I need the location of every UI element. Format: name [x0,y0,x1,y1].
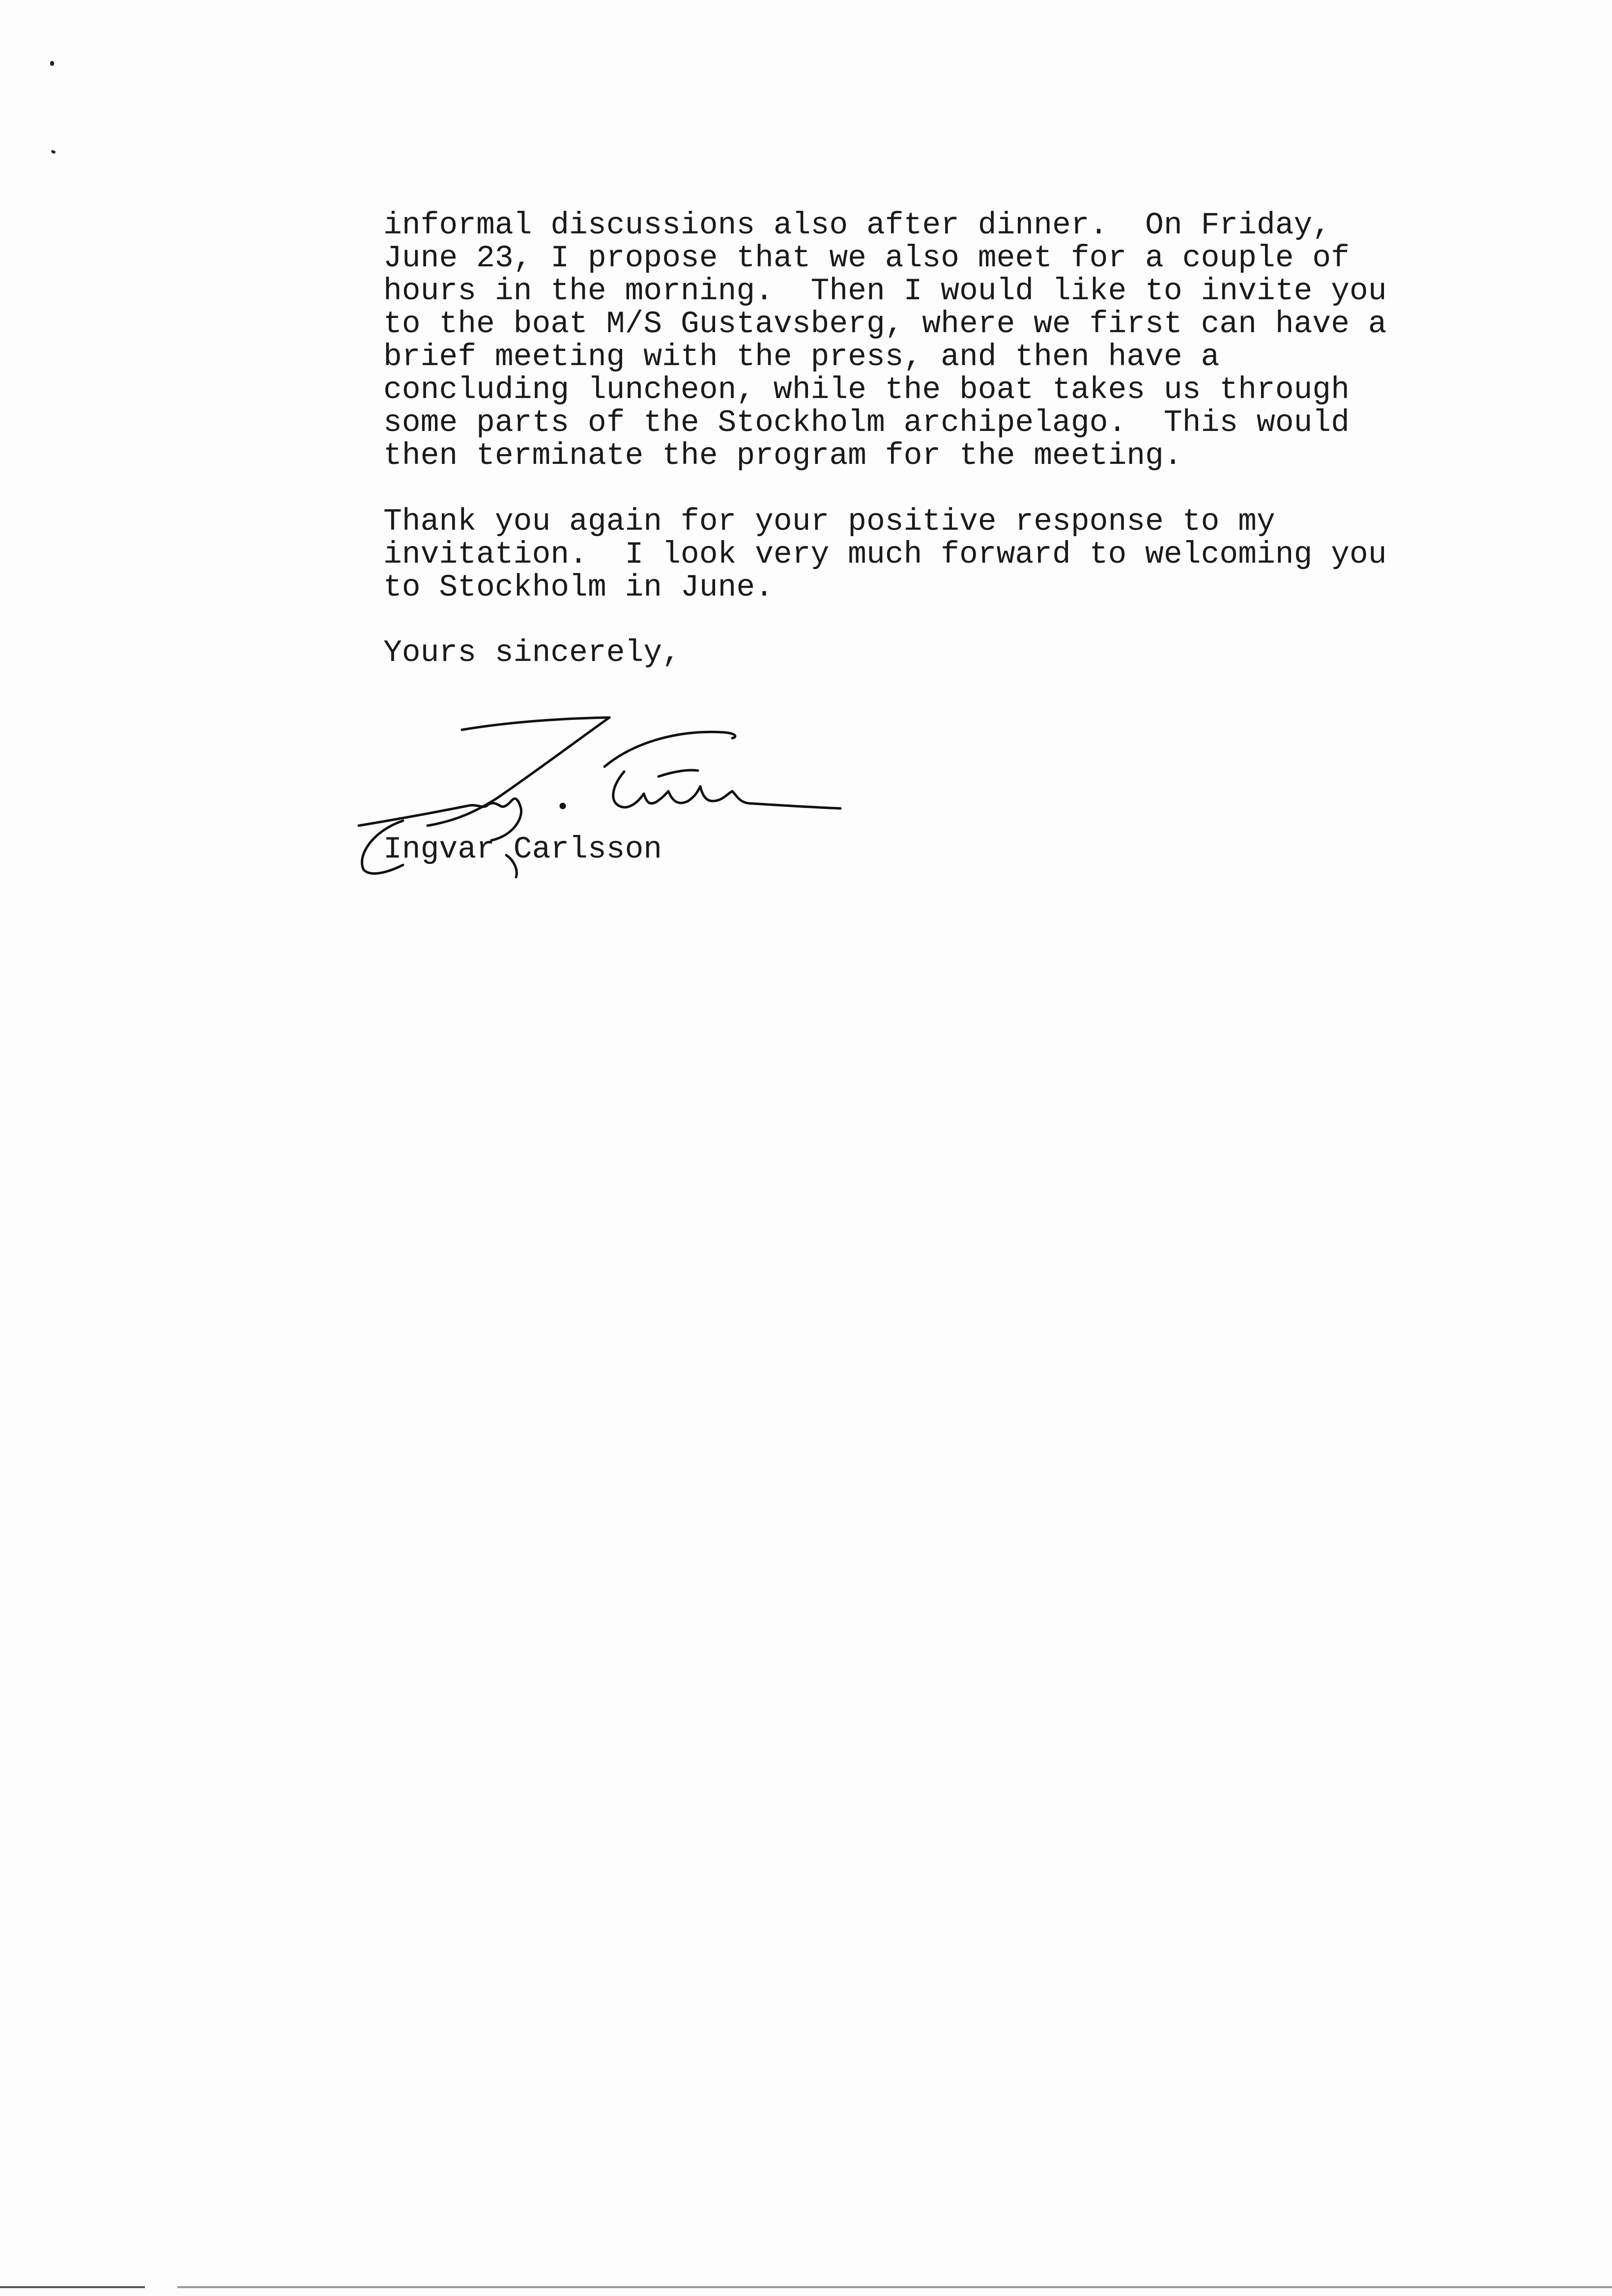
paragraph-1-line: then terminate the program for the meeting. [383,438,1182,473]
paragraph-1-line: to the boat M/S Gustavsberg, where we first can have a [383,307,1387,342]
paragraph-1-line: June 23, I propose that we also meet for a couple of [383,241,1350,276]
page-bottom-edge [0,2286,1612,2288]
punch-mark-top [50,61,54,66]
paragraph-meeting-program [383,209,1387,472]
signer-name: Ingvar Carlsson [383,832,662,867]
handwritten-signature [344,708,865,885]
paragraph-1-line: hours in the morning. Then I would like to invite you [383,274,1387,309]
paragraph-1-line: informal discussions also after dinner. On Friday, [383,208,1331,243]
paragraph-2-line: invitation. I look very much forward to welcoming you [383,537,1387,572]
paragraph-2-line: Thank you again for your positive response to my [383,504,1275,539]
paragraph-2-line: to Stockholm in June. [383,570,774,605]
letter-body [383,208,1514,867]
paragraph-thanks [383,505,1387,604]
paragraph-1-line: concluding luncheon, while the boat takes us through [383,373,1350,407]
punch-mark-bottom [51,149,56,154]
paragraph-1-line: brief meeting with the press, and then have a [383,340,1220,374]
closing-salutation: Yours sincerely, [383,635,681,670]
paragraph-1-line: some parts of the Stockholm archipelago. This would [383,405,1350,440]
